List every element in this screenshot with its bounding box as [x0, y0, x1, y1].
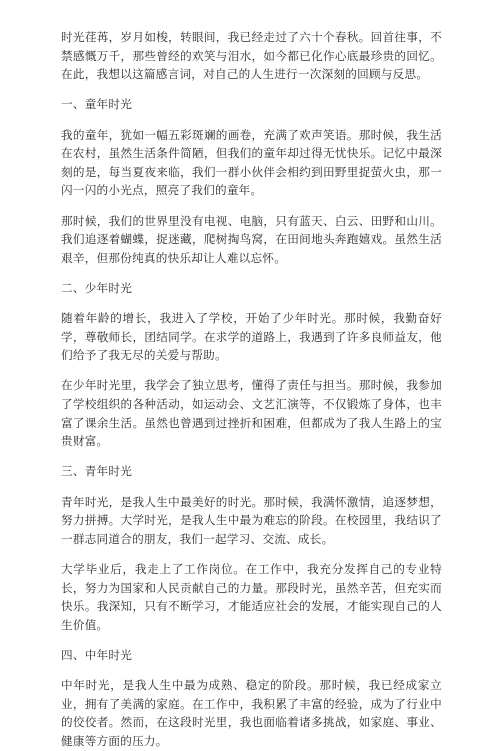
young-adult-paragraph: 青年时光，是我人生中最美好的时光。那时候，我满怀激情，追逐梦想，努力拼搏。大学时光，是我人生中最为难忘的阶段。在校园里，我结识了一群志同道合的朋友，我们一起学习、交流、成长。: [61, 494, 442, 546]
section-heading-middle-age: 四、中年时光: [61, 647, 133, 662]
youth-paragraph: 随着年龄的增长，我进入了学校，开始了少年时光。那时候，我勤奋好学，尊敬师长，团结同学。在求学的道路上，我遇到了许多良师益友，他们给予了我无尽的关爱与帮助。: [61, 311, 442, 363]
intro-paragraph: 时光荏苒，岁月如梭，转眼间，我已经走过了六十个春秋。回首往事，不禁感慨万千，那些曾经的欢笑与泪水，如今都已化作心底最珍贵的回忆。在此，我想以这篇感言词，对自己的人生进行一次深刻的回顾与反思。: [61, 30, 442, 82]
section-heading-childhood: 一、童年时光: [61, 97, 133, 112]
childhood-paragraph: 我的童年，犹如一幅五彩斑斓的画卷，充满了欢声笑语。那时候，我生活在农村，虽然生活条件简陋，但我们的童年却过得无忧快乐。记忆中最深刻的是，每当夏夜来临，我们一群小伙伴会相约到田野里捉萤火虫，那一闪一闪的小光点，照亮了我们的童年。: [61, 127, 442, 198]
section-heading-young-adult: 三、青年时光: [61, 464, 133, 479]
youth-paragraph: 在少年时光里，我学会了独立思考，懂得了责任与担当。那时候，我参加了学校组织的各种活动，如运动会、文艺汇演等，不仅锻炼了身体，也丰富了课余生活。虽然也曾遇到过挫折和困难，但都成为了我人生路上的宝贵财富。: [61, 378, 442, 449]
middle-age-paragraph: 中年时光，是我人生中最为成熟、稳定的阶段。那时候，我已经成家立业，拥有了美满的家庭。在工作中，我积累了丰富的经验，成为了行业中的佼佼者。然而，在这段时光里，我也面临着诸多挑战，如家庭、事业、健康等方面的压力。: [61, 678, 442, 748]
childhood-paragraph: 那时候，我们的世界里没有电视、电脑，只有蓝天、白云、田野和山川。我们追逐着蝴蝶，捉迷藏，爬树掏鸟窝，在田间地头奔跑嬉戏。虽然生活艰辛，但那份纯真的快乐却让人难以忘怀。: [61, 213, 442, 265]
section-heading-youth: 二、少年时光: [61, 280, 133, 295]
young-adult-paragraph: 大学毕业后，我走上了工作岗位。在工作中，我充分发挥自己的专业特长，努力为国家和人民贡献自己的力量。那段时光，虽然辛苦，但充实而快乐。我深知，只有不断学习，才能适应社会的发展，才能实现自己的人生价值。: [61, 562, 442, 632]
